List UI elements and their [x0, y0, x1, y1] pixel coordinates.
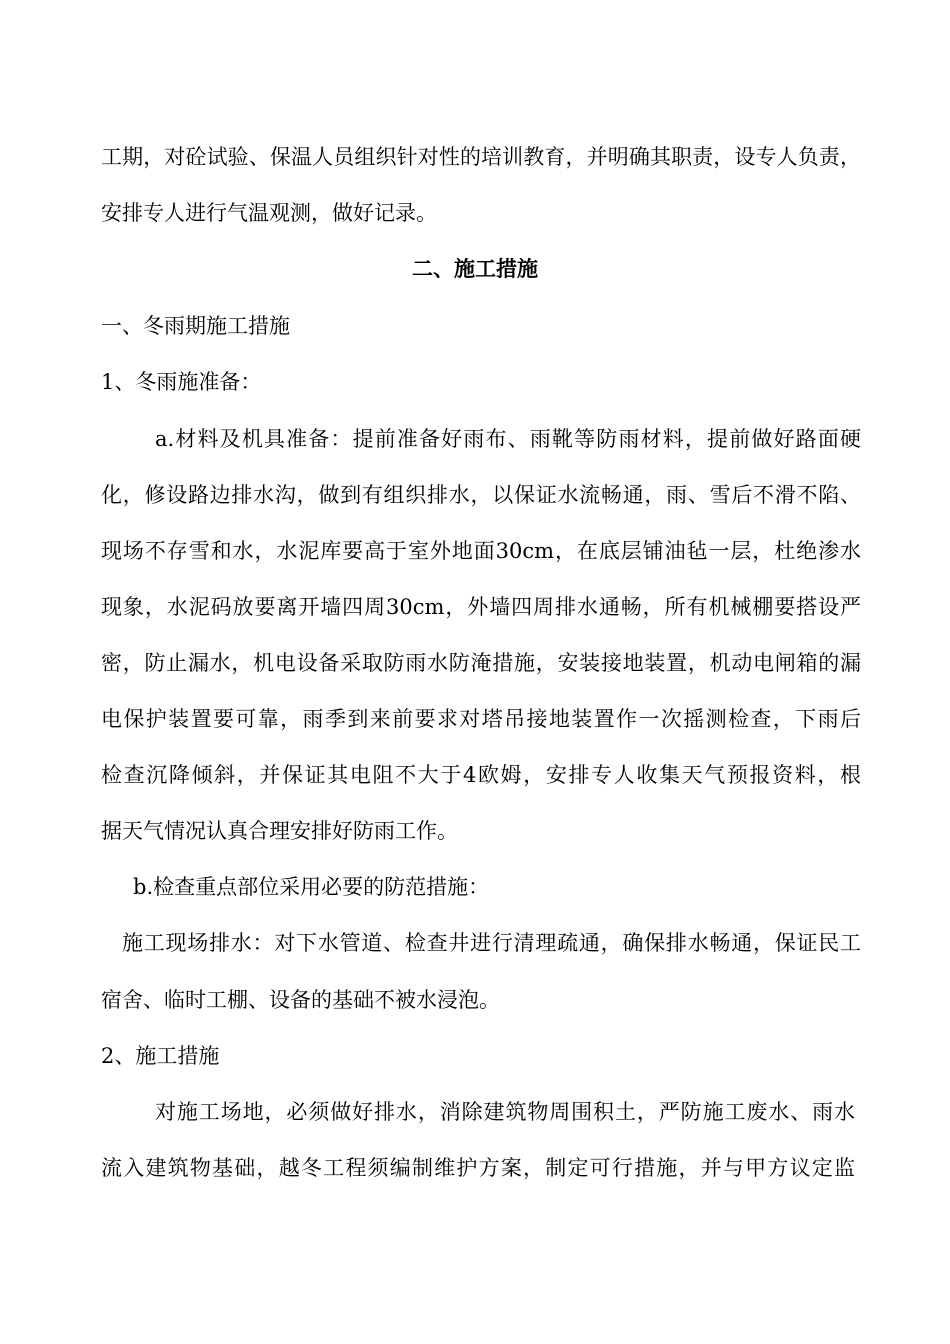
item-heading: b.检查重点部位采用必要的防范措施： [133, 875, 490, 899]
paragraph-line: 流入建筑物基础，越冬工程须编制维护方案，制定可行措施，并与甲方议定监 [101, 1156, 855, 1180]
paragraph-line: 电保护装置要可靠，雨季到来前要求对塔吊接地装置作一次摇测检查，下雨后 [101, 707, 861, 731]
item-heading: 1、冬雨施准备： [101, 370, 262, 394]
paragraph-line: 密，防止漏水，机电设备采取防雨水防淹措施，安装接地装置，机动电闸箱的漏 [101, 651, 861, 675]
subsection-heading: 一、冬雨期施工措施 [101, 314, 290, 338]
paragraph-line: 据天气情况认真合理安排好防雨工作。 [101, 819, 458, 843]
paragraph-line: 化，修设路边排水沟，做到有组织排水，以保证水流畅通，雨、雪后不滑不陷、 [101, 483, 861, 507]
paragraph-line: 对施工场地，必须做好排水，消除建筑物周围积土，严防施工废水、雨水 [155, 1100, 855, 1124]
paragraph-line: 现场不存雪和水，水泥库要高于室外地面30cm，在底层铺油毡一层，杜绝渗水 [101, 539, 861, 563]
paragraph-line: 施工现场排水：对下水管道、检查井进行清理疏通，确保排水畅通，保证民工 [122, 931, 861, 955]
paragraph-line: 工期，对砼试验、保温人员组织针对性的培训教育，并明确其职责，设专人负责， [101, 145, 861, 169]
paragraph-line: a.材料及机具准备：提前准备好雨布、雨靴等防雨材料，提前做好路面硬 [155, 427, 861, 451]
paragraph-line: 宿舍、临时工棚、设备的基础不被水浸泡。 [101, 988, 500, 1012]
paragraph-line: 现象，水泥码放要离开墙四周30cm，外墙四周排水通畅，所有机械棚要搭设严 [101, 595, 861, 619]
paragraph-line: 检查沉降倾斜，并保证其电阻不大于4欧姆，安排专人收集天气预报资料，根 [101, 763, 861, 787]
item-heading: 2、施工措施 [101, 1044, 220, 1068]
paragraph-line: 安排专人进行气温观测，做好记录。 [101, 201, 437, 225]
section-heading: 二、施工措施 [412, 256, 538, 281]
